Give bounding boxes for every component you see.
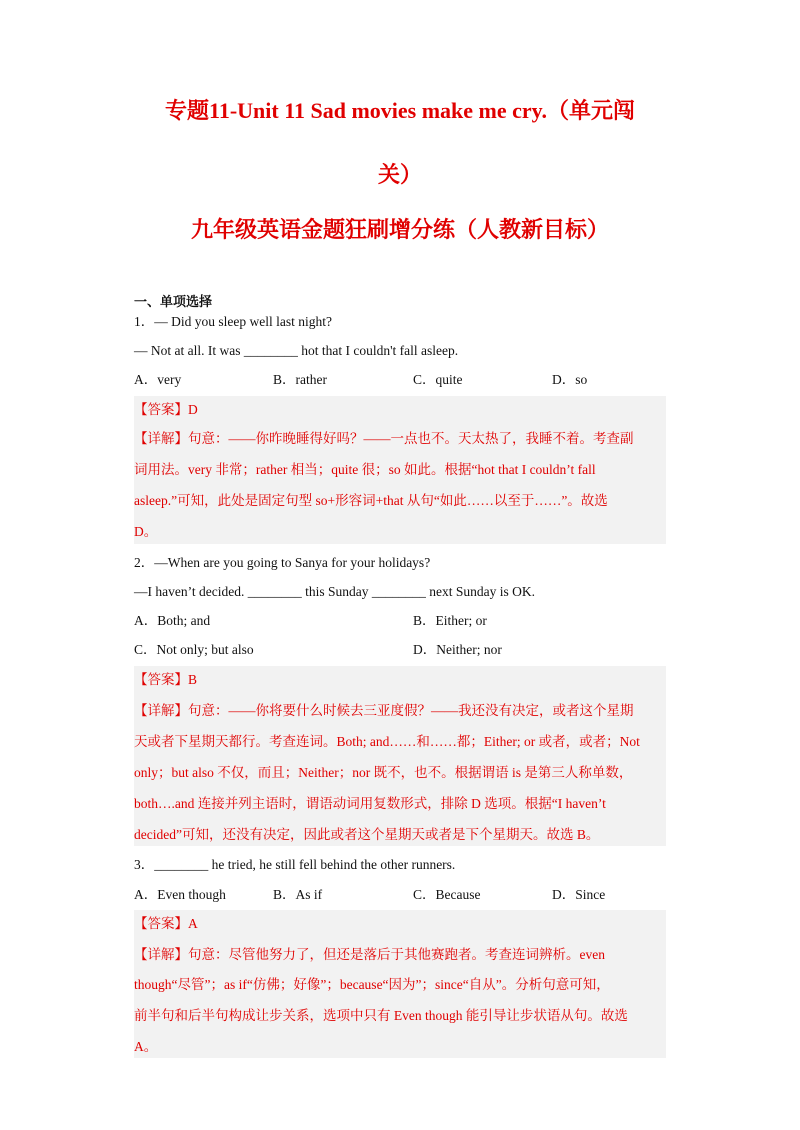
question-3-option-a: A．Even though	[134, 887, 226, 902]
question-1-option-c: C．quite	[413, 372, 463, 387]
question-2-stem-2: —I haven’t decided. ________ this Sunday ________ next Sunday is OK.	[134, 584, 535, 599]
question-2-explanation-3: only；but also 不仅，而且；Neither；nor 既不，也不。根据谓语 is 是第三人称单数，	[134, 765, 633, 780]
question-3-explanation-1: 【详解】句意：尽管他努力了，但还是落后于其他赛跑者。考查连词辨析。even	[134, 947, 605, 962]
question-3-stem: 3．________ he tried, he still fell behind the other runners.	[134, 857, 456, 872]
question-3-explanation-2: though“尽管”；as if“仿佛；好像”；because“因为”；since“自从”。分析句意可知，	[134, 977, 610, 992]
document-title-line2: 关）	[377, 162, 422, 187]
question-2-answer: 【答案】B	[134, 672, 198, 687]
question-1-option-b: B．rather	[273, 372, 327, 387]
question-3-option-b: B．As if	[273, 887, 323, 902]
question-2-explanation-4: both….and 连接并列主语时，谓语动词用复数形式，排除 D 选项。根据“I haven’t	[134, 796, 606, 811]
question-1-explanation-4: D。	[134, 524, 158, 539]
section-heading: 一、单项选择	[134, 295, 213, 310]
question-2-option-d: D．Neither; nor	[413, 642, 502, 657]
question-3-option-c: C．Because	[413, 887, 481, 902]
question-1-explanation-3: asleep.”可知，此处是固定句型 so+形容词+that 从句“如此……以至于……”。故选	[134, 493, 608, 508]
document-title-line1: 专题11-Unit 11 Sad movies make me cry.（单元闯	[165, 98, 635, 123]
question-1-stem: 1．— Did you sleep well last night?	[134, 314, 332, 329]
question-1-stem-2: — Not at all. It was ________ hot that I couldn't fall asleep.	[134, 343, 459, 358]
question-2-explanation-1: 【详解】句意：——你将要什么时候去三亚度假？——我还没有决定，或者这个星期	[134, 703, 634, 718]
question-2-option-c: C．Not only; but also	[134, 642, 254, 657]
document-subtitle: 九年级英语金题狂刷增分练（人教新目标）	[190, 217, 609, 242]
question-2-option-a: A．Both; and	[134, 613, 211, 628]
answer-box-2	[134, 666, 666, 846]
question-3-explanation-3: 前半句和后半句构成让步关系，选项中只有 Even though 能引导让步状语从句。故选	[134, 1008, 628, 1023]
question-1-explanation-2: 词用法。very 非常；rather 相当；quite 很；so 如此。根据“hot that I couldn’t fall	[134, 462, 596, 477]
question-2-option-b: B．Either; or	[413, 613, 487, 628]
question-1-option-a: A．very	[134, 372, 182, 387]
question-2-stem: 2．—When are you going to Sanya for your holidays?	[134, 555, 431, 570]
question-3-explanation-4: A。	[134, 1039, 158, 1054]
question-1-explanation-1: 【详解】句意：——你昨晚睡得好吗？——一点也不。天太热了，我睡不着。考查副	[134, 431, 634, 446]
question-1-option-d: D．so	[552, 372, 588, 387]
question-3-answer: 【答案】A	[134, 916, 198, 931]
question-2-explanation-5: decided”可知，还没有决定，因此或者这个星期天或者是下个星期天。故选 B。	[134, 827, 600, 842]
question-3-option-d: D．Since	[552, 887, 606, 902]
question-1-answer: 【答案】D	[134, 402, 198, 417]
question-2-explanation-2: 天或者下星期天都行。考查连词。Both; and……和……都；Either; or 或者，或者；Not	[134, 734, 640, 749]
